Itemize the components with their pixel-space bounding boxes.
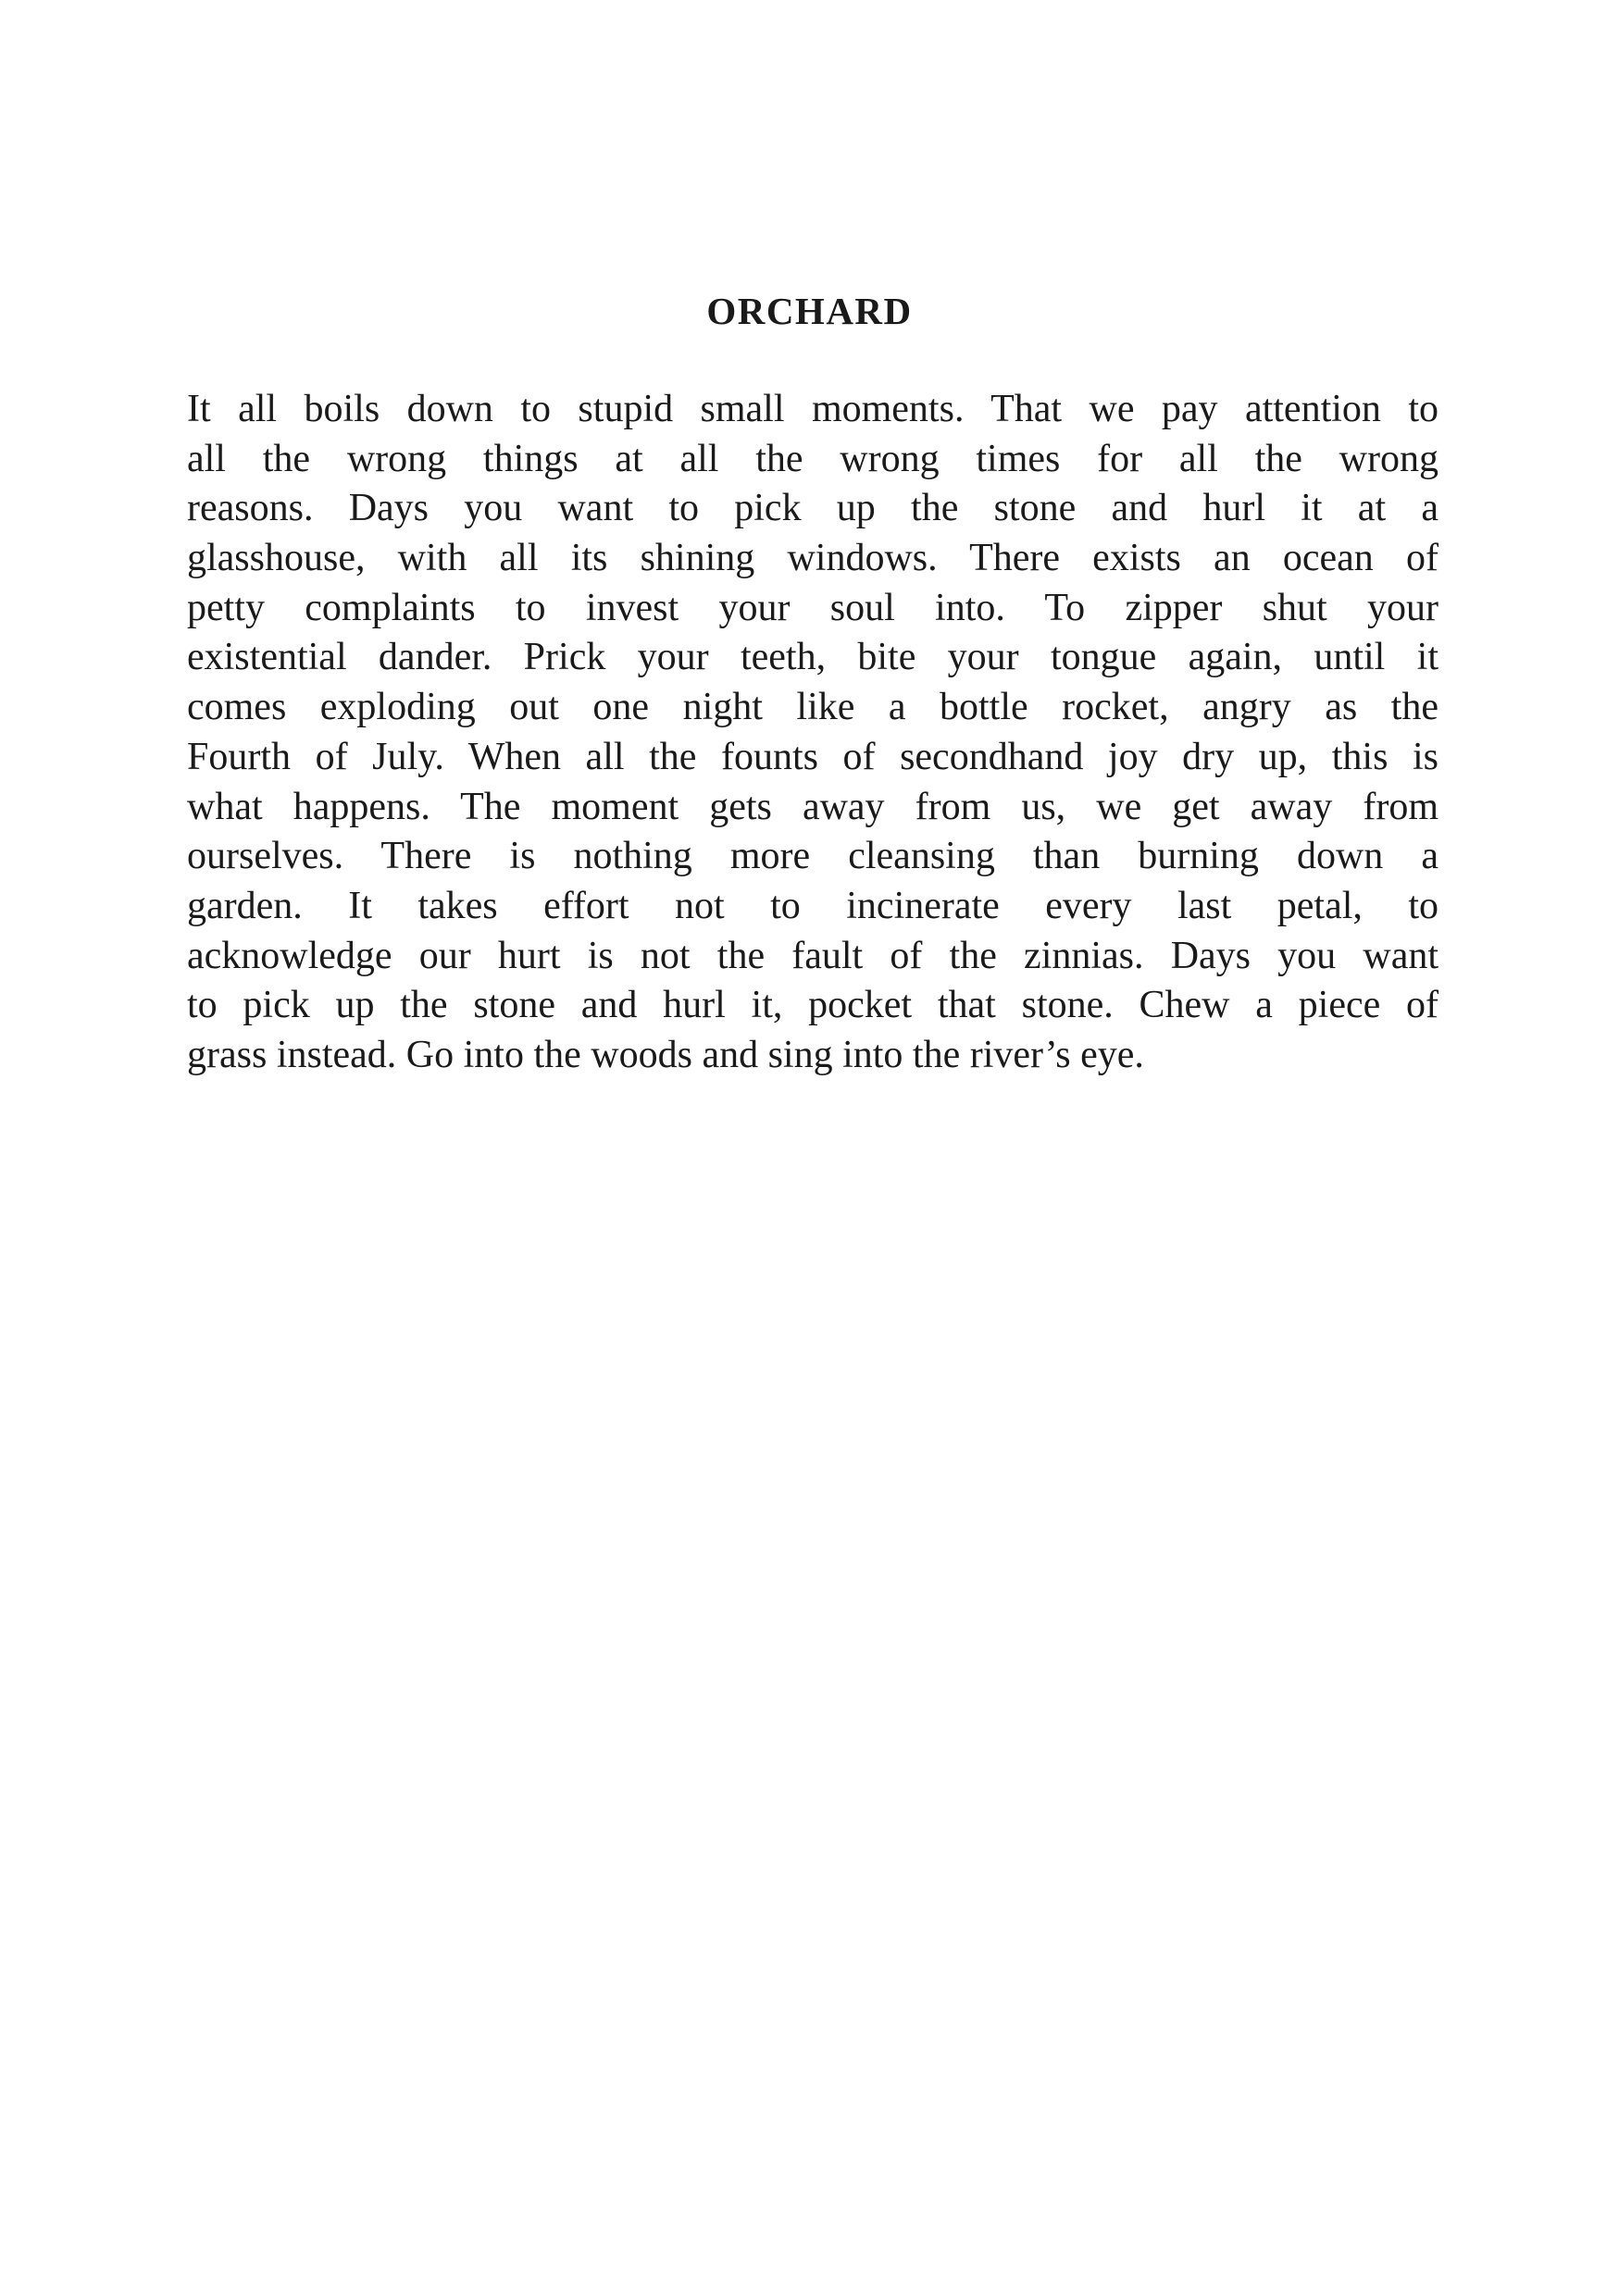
poem-title: ORCHARD [706, 290, 913, 332]
poem-line: glasshouse, with all its shining windows. There exists an ocean of [187, 537, 1438, 580]
poem-line: comes exploding out one night like a bottle rocket, angry as the [187, 686, 1438, 729]
poem-line: petty complaints to invest your soul into. To zipper shut your [187, 586, 1438, 629]
poem-line: acknowledge our hurt is not the fault of the zinnias. Days you want [187, 934, 1438, 977]
poem-line: what happens. The moment gets away from us, we get away from [187, 785, 1438, 828]
poem-line: Fourth of July. When all the founts of secondhand joy dry up, this is [187, 735, 1438, 778]
poem-line: reasons. Days you want to pick up the stone and hurl it at a [187, 487, 1438, 530]
poem-line: It all boils down to stupid small moments. That we pay attention to [187, 388, 1438, 430]
poem-line: existential dander. Prick your teeth, bite your tongue again, until it [187, 636, 1438, 679]
poem-line: all the wrong things at all the wrong times for all the wrong [187, 437, 1438, 480]
poem-body [187, 385, 1438, 1081]
poem-line: to pick up the stone and hurl it, pocket that stone. Chew a piece of [187, 984, 1438, 1027]
poem-line: ourselves. There is nothing more cleansing than burning down a [187, 835, 1438, 878]
poem-line: grass instead. Go into the woods and sing into the river’s eye. [187, 1033, 1144, 1076]
poem-line: garden. It takes effort not to incinerate every last petal, to [187, 884, 1438, 927]
